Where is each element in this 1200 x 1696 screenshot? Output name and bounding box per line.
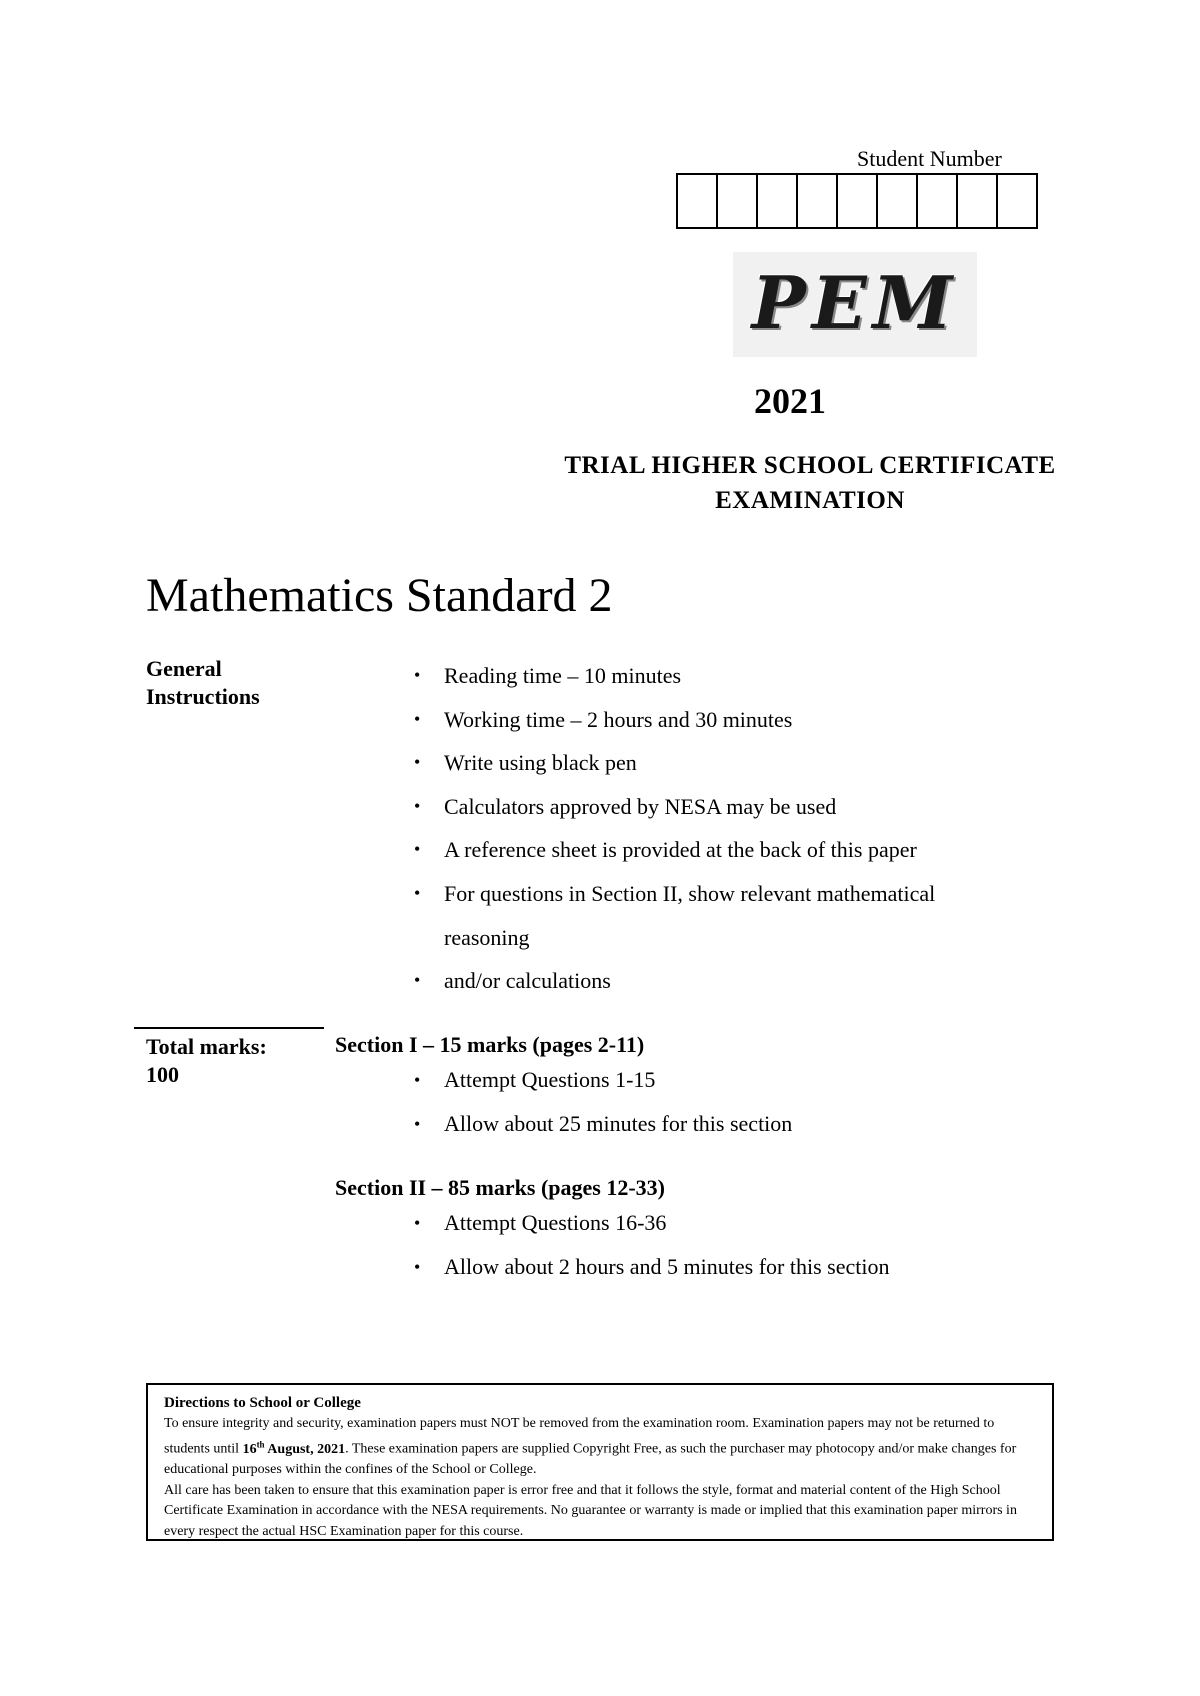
section-1-heading: Section I – 15 marks (pages 2-11): [335, 1032, 645, 1057]
student-number-box[interactable]: [678, 175, 718, 227]
list-item-text: reasoning: [444, 924, 530, 950]
return-date-rest: August, 2021: [264, 1441, 346, 1457]
bullet-icon: •: [414, 665, 421, 685]
list-item: [414, 828, 1044, 872]
total-marks: [146, 1033, 316, 1089]
list-item-text: Write using black pen: [444, 750, 637, 776]
bullet-icon: •: [414, 882, 421, 903]
section-2-heading: Section II – 85 marks (pages 12-33): [335, 1175, 665, 1200]
pem-logo: [733, 252, 977, 357]
general-instructions-list: [414, 654, 1044, 1003]
subject-title: Mathematics Standard 2: [146, 569, 613, 622]
student-number-box[interactable]: [758, 175, 798, 227]
list-item: [414, 1245, 1044, 1289]
total-marks-value: 100: [146, 1062, 179, 1087]
bullet-icon: •: [414, 1070, 421, 1090]
return-date-suffix: th: [256, 1439, 265, 1449]
list-item-text: Reading time – 10 minutes: [444, 663, 682, 688]
student-number-box[interactable]: [958, 175, 998, 227]
list-item-text: Calculators approved by NESA may be used: [444, 793, 837, 819]
return-date: [242, 1439, 346, 1457]
student-number-box[interactable]: [998, 175, 1036, 227]
list-item: [414, 741, 1044, 785]
list-item: [414, 1201, 1044, 1245]
directions-title: Directions to School or College: [164, 1395, 361, 1411]
pem-logo-text: PEM: [751, 260, 959, 345]
student-number-box[interactable]: [838, 175, 878, 227]
list-item-text: For questions in Section II, show relevant mathematical: [444, 880, 936, 906]
bullet-icon: •: [414, 839, 421, 860]
bullet-icon: •: [414, 795, 421, 816]
divider: [134, 1027, 324, 1029]
directions-paragraph-1: [164, 1414, 1036, 1481]
list-item-text: Attempt Questions 1-15: [444, 1067, 656, 1092]
list-item: [414, 1102, 1044, 1146]
general-instructions-label-line1: General: [146, 656, 222, 681]
list-item: [414, 872, 1044, 916]
list-item: [414, 959, 1044, 1003]
bullet-icon: •: [414, 970, 421, 991]
exam-title-line2: EXAMINATION: [715, 487, 905, 514]
total-marks-label: Total marks:: [146, 1034, 267, 1059]
exam-title: [520, 448, 1100, 518]
return-date-day: 16: [242, 1441, 257, 1457]
directions-text: . These examination papers are supplied Copyright Free, as such the purchaser may photocopy and/or make changes for educational purposes within the confines of the School or College.: [164, 1441, 1017, 1478]
section-1-list: [414, 1058, 1044, 1146]
student-number-box[interactable]: [878, 175, 918, 227]
student-number-boxes[interactable]: [676, 173, 1038, 229]
student-number-label: Student Number: [857, 146, 1002, 171]
list-item: [414, 1058, 1044, 1102]
bullet-icon: •: [414, 1114, 421, 1134]
student-number-box[interactable]: [798, 175, 838, 227]
exam-year: 2021: [754, 381, 826, 421]
list-item-continuation: [444, 916, 1044, 960]
bullet-icon: •: [414, 752, 421, 773]
list-item: [414, 785, 1044, 829]
student-number-box[interactable]: [918, 175, 958, 227]
exam-title-line1: TRIAL HIGHER SCHOOL CERTIFICATE: [564, 452, 1056, 479]
directions-box: [146, 1383, 1054, 1541]
bullet-icon: •: [414, 1257, 421, 1277]
list-item-text: Working time – 2 hours and 30 minutes: [444, 706, 793, 732]
list-item-text: Allow about 2 hours and 5 minutes for this section: [444, 1254, 890, 1279]
list-item-text: Allow about 25 minutes for this section: [444, 1111, 793, 1136]
section-2-list: [414, 1201, 1044, 1289]
general-instructions-label: [146, 655, 316, 711]
list-item-text: A reference sheet is provided at the back of this paper: [444, 837, 917, 863]
list-item-text: and/or calculations: [444, 968, 611, 994]
bullet-icon: •: [414, 1213, 421, 1233]
list-item: [414, 698, 1044, 742]
list-item: [414, 654, 1044, 698]
bullet-icon: •: [414, 708, 421, 729]
general-instructions-label-line2: Instructions: [146, 684, 260, 709]
list-item-text: Attempt Questions 16-36: [444, 1210, 667, 1235]
student-number-box[interactable]: [718, 175, 758, 227]
directions-paragraph-2: All care has been taken to ensure that this examination paper is error free and that it follows the style, format and material content of the High School Certificate Examination in accordance with the NESA requirements. No guarantee or warranty is made or implied that this examination paper mirrors in every respect the actual HSC Examination paper for this course.: [164, 1482, 1017, 1539]
directions-text: To ensure integrity and security, examination papers must NOT be removed from the examination room. Examination papers may not be returned to students until: [164, 1415, 995, 1457]
